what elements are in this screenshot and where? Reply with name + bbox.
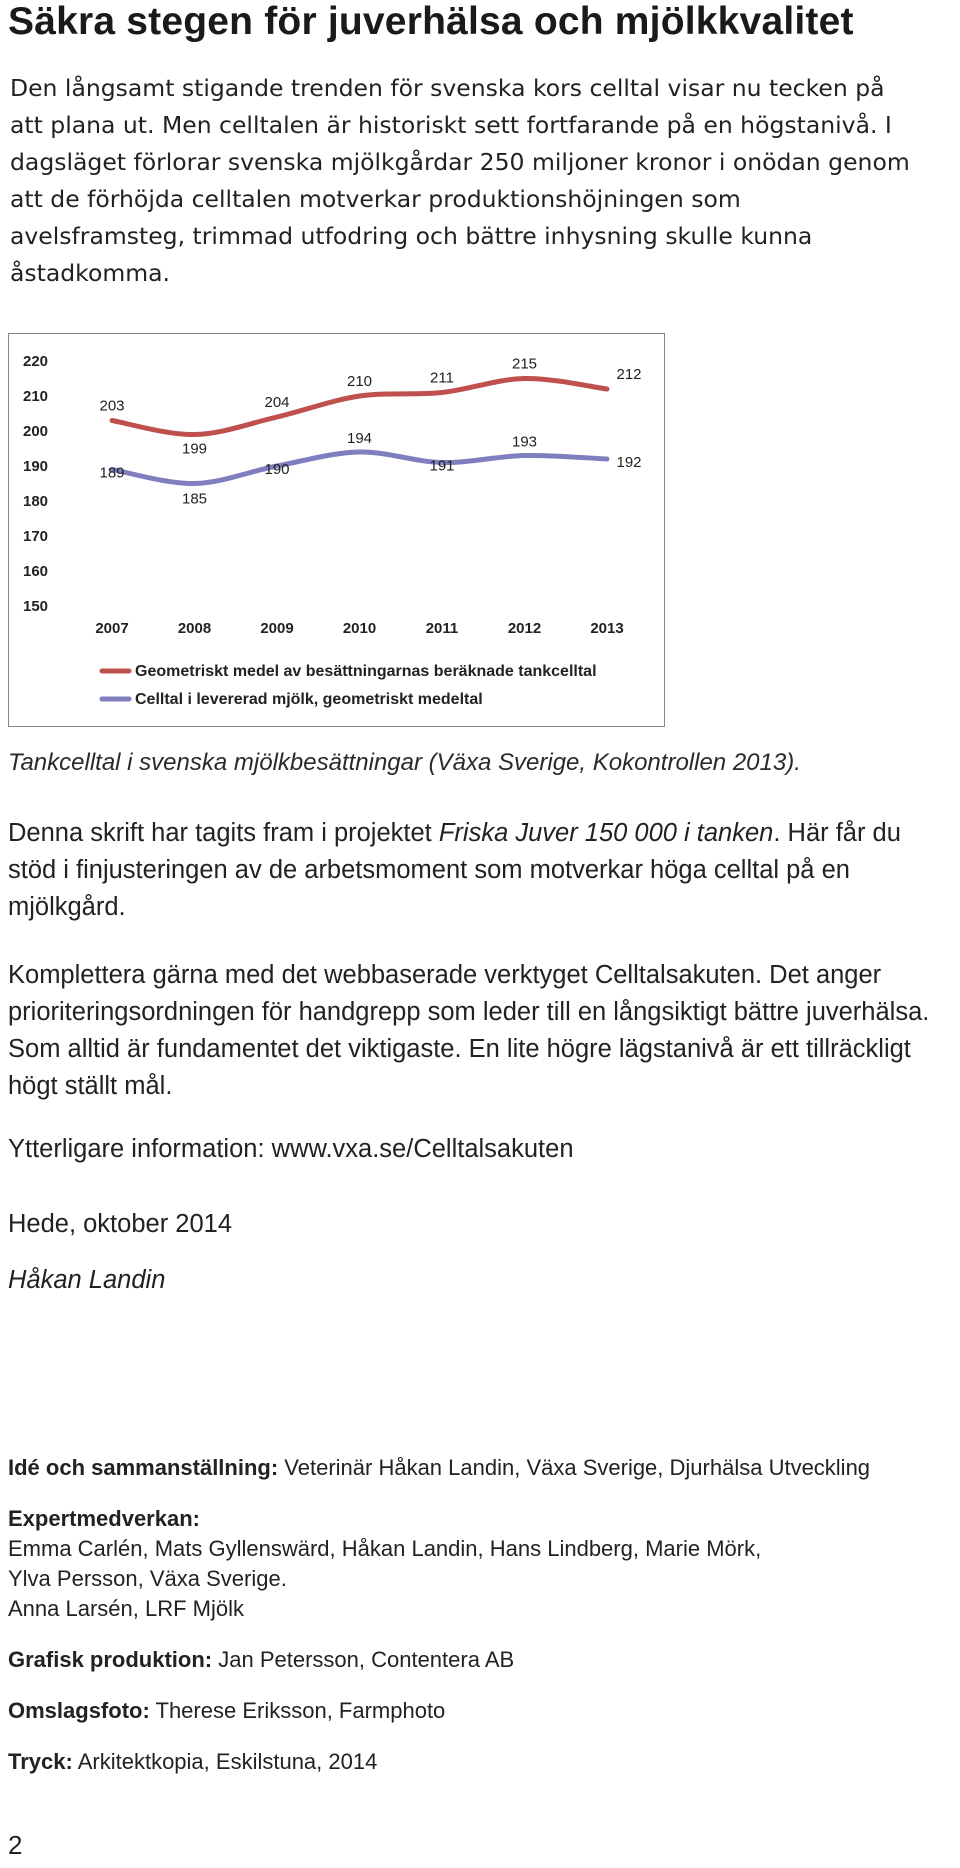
credit-experts-line2: Ylva Persson, Växa Sverige. [8,1566,287,1591]
y-tick-label: 220 [23,353,49,370]
credit-idea-label: Idé och sammanställning: [8,1455,279,1480]
x-tick-label: 2012 [507,620,542,637]
credit-print-label: Tryck: [8,1749,73,1774]
data-label: 215 [511,355,538,373]
x-tick-label: 2010 [342,620,377,637]
credit-photo [8,1696,958,1726]
y-tick-label: 200 [23,423,49,440]
x-tick-label: 2013 [590,620,624,637]
credit-graphic-label: Grafisk produktion: [8,1647,213,1672]
chart-caption: Tankcelltal i svenska mjölkbesättningar (Växa Sverige, Kokontrollen 2013). [8,749,801,776]
data-label: 211 [430,369,454,387]
data-label: 193 [511,433,538,451]
y-tick-label: 190 [23,458,49,475]
project-paragraph [8,815,938,926]
credit-idea-value: Veterinär Håkan Landin, Växa Sverige, Djurhälsa Utveckling [278,1455,871,1480]
project-text-after: . Här får du stöd i finjusteringen av de arbetsmoment som motverkar höga celltal på en mjölkgård. [8,819,901,921]
credit-print [8,1747,958,1777]
credit-graphic [8,1645,958,1675]
credit-experts-line1: Emma Carlén, Mats Gyllenswärd, Håkan Landin, Hans Lindberg, Marie Mörk, [8,1536,762,1561]
y-tick-label: 170 [23,528,49,545]
credit-graphic-value: Jan Petersson, Contentera AB [212,1647,515,1672]
y-tick-label: 210 [23,388,49,405]
credit-experts-label [8,1504,958,1534]
project-text-before: Denna skrift har tagits fram i projektet [8,819,439,847]
place-date: Hede, oktober 2014 [8,1210,232,1238]
legend-label-1: Geometriskt medel av besättningarnas beräknade tankcelltal [135,663,597,680]
data-label: 210 [346,373,373,390]
data-label: 194 [346,430,373,447]
data-label: 203 [99,397,125,415]
credit-photo-value: Therese Eriksson, Farmphoto [149,1698,446,1723]
data-label: 190 [264,461,290,478]
legend-label-2: Celltal i levererad mjölk, geometriskt medeltal [135,691,483,708]
x-tick-label: 2009 [260,620,294,637]
page-number: 2 [8,1830,23,1860]
credit-experts-line3: Anna Larsén, LRF Mjölk [8,1596,244,1621]
data-label: 192 [616,454,642,471]
credit-print-value: Arkitektkopia, Eskilstuna, 2014 [72,1749,378,1774]
page-title: Säkra stegen för juverhälsa och mjölkkvalitet [8,0,854,43]
project-name: Friska Juver 150 000 i tanken [438,819,774,847]
x-tick-label: 2011 [425,620,459,637]
data-label: 199 [181,440,208,458]
chart-svg [9,334,666,728]
y-tick-label: 180 [23,493,49,510]
x-tick-label: 2008 [177,620,212,637]
credit-experts-heading: Expertmedverkan: [8,1506,200,1531]
x-tick-label: 2007 [95,620,129,637]
data-label: 212 [616,366,642,383]
data-label: 189 [99,464,125,482]
complement-paragraph: Komplettera gärna med det webbaserade verktyget Celltalsakuten. Det anger prioriteringsordningen för handgrepp som leder till en långsiktigt bättre juverhälsa. Som alltid är fundamentet det viktigaste. En lite högre lägstanivå är ett tillräckligt högt ställt mål. [8,961,930,1100]
credits-block [8,1453,958,1777]
y-tick-label: 150 [23,598,49,615]
credit-photo-label: Omslagsfoto: [8,1698,150,1723]
intro-paragraph: Den långsamt stigande trenden för svenska kors celltal visar nu tecken på att plana ut. Men celltalen är historiskt sett fortfarande på en högstanivå. I dagsläget förlorar svenska mjölkgårdar 250 miljoner kronor i onödan genom att de förhöjda celltalen motverkar produktionshöjningen som avelsframsteg, trimmad utfodring och bättre inhysning skulle kunna åstadkomma. [10,74,910,287]
data-label: 185 [181,490,208,508]
data-label: 191 [429,457,455,475]
cell-count-chart [8,333,665,727]
y-tick-label: 160 [23,563,49,580]
author-name: Håkan Landin [8,1266,166,1294]
credit-idea [8,1453,958,1483]
data-label: 204 [264,394,290,411]
more-info: Ytterligare information: www.vxa.se/Celltalsakuten [8,1135,574,1163]
